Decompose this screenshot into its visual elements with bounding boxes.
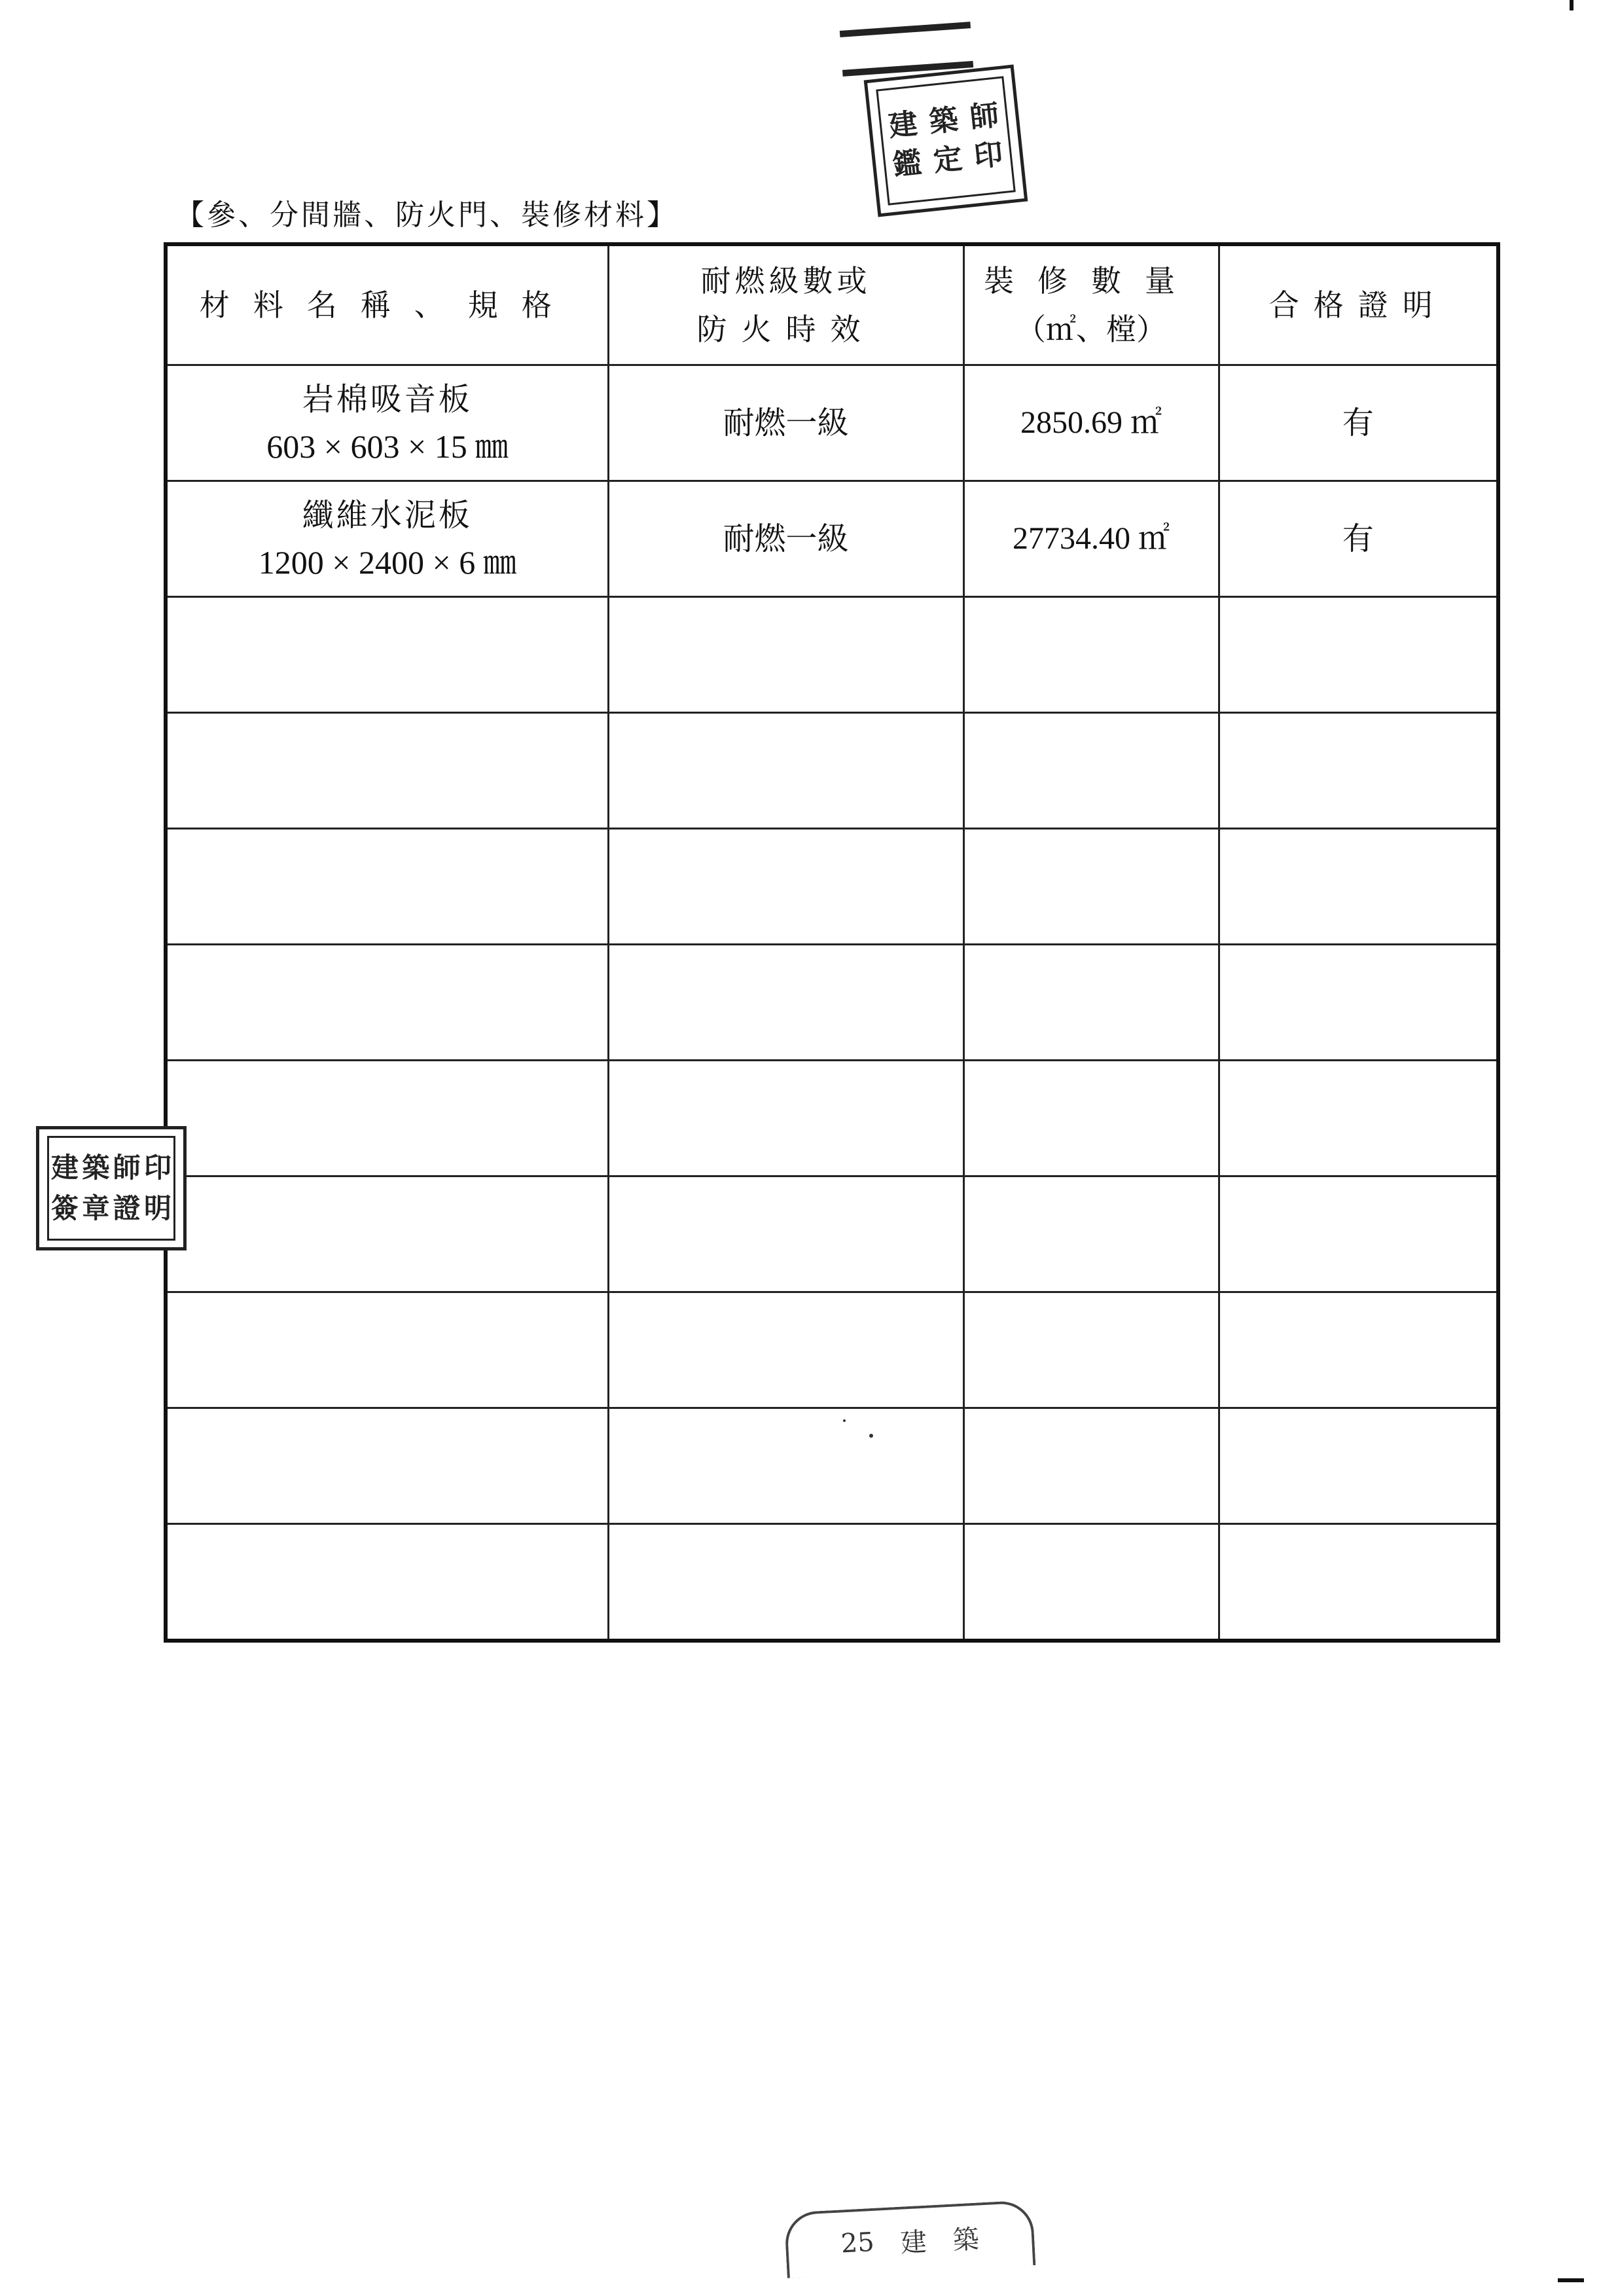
empty-cell xyxy=(963,1408,1219,1524)
empty-cell xyxy=(608,1408,963,1524)
table-row-empty xyxy=(166,1176,1498,1292)
empty-cell xyxy=(166,1524,608,1641)
table-row-empty xyxy=(166,597,1498,713)
seal-char: 簽 xyxy=(51,1192,79,1224)
empty-cell xyxy=(166,597,608,713)
empty-cell xyxy=(963,829,1219,945)
seal-stamp-mark xyxy=(840,22,973,77)
table-row-empty xyxy=(166,829,1498,945)
header-name: 材料名稱、規格 xyxy=(166,244,608,365)
seal-char: 章 xyxy=(82,1192,110,1224)
seal-char: 鑑 xyxy=(891,146,924,183)
seal-char: 印 xyxy=(972,137,1005,174)
stamp-char: 築 xyxy=(952,2224,980,2256)
empty-cell xyxy=(1219,1176,1498,1292)
table-header-row xyxy=(166,244,1498,365)
stamp-char: 建 xyxy=(899,2227,927,2259)
cell-rating: 耐燃一級 xyxy=(608,481,963,597)
seal-top xyxy=(864,65,1028,217)
empty-cell xyxy=(963,1524,1219,1641)
empty-cell xyxy=(608,1176,963,1292)
cell-quantity: 27734.40 ㎡ xyxy=(963,481,1219,597)
seal-char: 築 xyxy=(927,103,960,139)
table-row-empty xyxy=(166,1292,1498,1408)
header-quantity-line2: （㎡、樘） xyxy=(1016,312,1166,347)
seal-char: 師 xyxy=(968,98,1001,135)
header-quantity xyxy=(963,244,1219,365)
table-row-empty xyxy=(166,1408,1498,1524)
materials-table xyxy=(164,242,1500,1643)
seal-top-text xyxy=(876,76,1016,205)
material-spec: 603 × 603 × 15 ㎜ xyxy=(266,428,509,465)
seal-char: 定 xyxy=(931,141,964,178)
seal-char: 證 xyxy=(113,1192,141,1224)
stamp-page-number: 25 xyxy=(840,2227,875,2259)
header-rating-line2: 防火時效 xyxy=(696,312,875,347)
seal-char: 明 xyxy=(143,1192,171,1224)
seal-char: 築 xyxy=(82,1151,110,1184)
seal-char: 建 xyxy=(51,1151,79,1184)
empty-cell xyxy=(1219,1408,1498,1524)
material-name: 纖維水泥板 xyxy=(302,497,473,534)
empty-cell xyxy=(1219,1524,1498,1641)
empty-cell xyxy=(608,597,963,713)
cell-rating: 耐燃一級 xyxy=(608,365,963,481)
seal-char: 師 xyxy=(113,1151,141,1184)
scan-edge-mark xyxy=(1570,0,1573,10)
table-row-empty xyxy=(166,945,1498,1061)
table-row xyxy=(166,365,1498,481)
empty-cell xyxy=(608,1524,963,1641)
header-rating-line1: 耐燃級數或 xyxy=(700,263,871,299)
empty-cell xyxy=(608,1292,963,1408)
empty-cell xyxy=(166,829,608,945)
empty-cell xyxy=(963,597,1219,713)
cell-quantity: 2850.69 ㎡ xyxy=(963,365,1219,481)
empty-cell xyxy=(963,1292,1219,1408)
header-cert: 合格證明 xyxy=(1219,244,1498,365)
cell-material xyxy=(166,365,608,481)
empty-cell xyxy=(1219,829,1498,945)
cell-cert: 有 xyxy=(1219,365,1498,481)
scan-edge-mark xyxy=(1558,2278,1584,2282)
scan-speck xyxy=(843,1419,846,1422)
material-name: 岩棉吸音板 xyxy=(302,381,473,418)
empty-cell xyxy=(166,1176,608,1292)
empty-cell xyxy=(1219,713,1498,829)
empty-cell xyxy=(1219,1061,1498,1176)
empty-cell xyxy=(1219,597,1498,713)
empty-cell xyxy=(608,1061,963,1176)
empty-cell xyxy=(608,713,963,829)
empty-cell xyxy=(166,1408,608,1524)
seal-left xyxy=(36,1126,187,1250)
header-rating xyxy=(608,244,963,365)
seal-left-text xyxy=(47,1136,175,1241)
empty-cell xyxy=(166,713,608,829)
empty-cell xyxy=(1219,945,1498,1061)
table-row xyxy=(166,481,1498,597)
empty-cell xyxy=(166,1292,608,1408)
header-quantity-line1: 裝修數量 xyxy=(984,263,1198,299)
empty-cell xyxy=(963,1061,1219,1176)
empty-cell xyxy=(166,1061,608,1176)
table-row-empty xyxy=(166,713,1498,829)
empty-cell xyxy=(963,945,1219,1061)
empty-cell xyxy=(963,1176,1219,1292)
material-spec: 1200 × 2400 × 6 ㎜ xyxy=(258,544,516,581)
scan-speck xyxy=(869,1434,873,1438)
empty-cell xyxy=(166,945,608,1061)
empty-cell xyxy=(608,829,963,945)
section-title: 【參、分間牆、防火門、裝修材料】 xyxy=(175,198,678,232)
seal-char: 印 xyxy=(143,1151,171,1184)
empty-cell xyxy=(608,945,963,1061)
empty-rows xyxy=(166,597,1498,1641)
table-row-empty xyxy=(166,1061,1498,1176)
empty-cell xyxy=(963,713,1219,829)
table-row-empty xyxy=(166,1524,1498,1641)
stamp-bottom xyxy=(784,2200,1036,2278)
empty-cell xyxy=(1219,1292,1498,1408)
cell-cert: 有 xyxy=(1219,481,1498,597)
seal-char: 建 xyxy=(887,107,920,143)
cell-material xyxy=(166,481,608,597)
